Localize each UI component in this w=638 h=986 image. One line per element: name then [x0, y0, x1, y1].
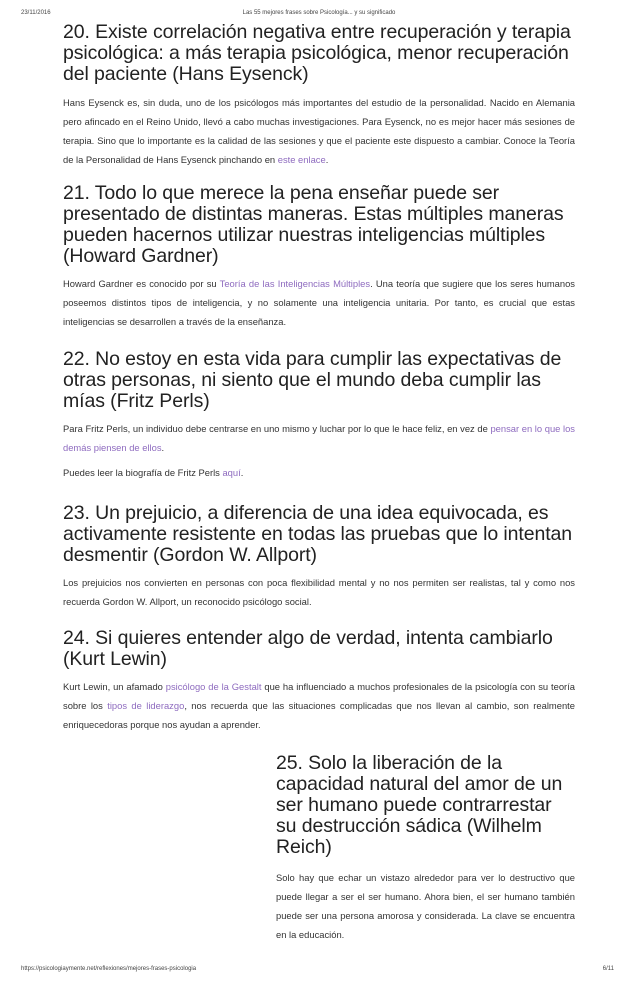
- paragraph-text: Puedes leer la biografía de Fritz Perls: [63, 467, 223, 478]
- paragraph-text: Howard Gardner es conocido por su: [63, 278, 220, 289]
- quote-section-23: [63, 503, 575, 611]
- paragraph-text: Hans Eysenck es, sin duda, uno de los psicólogos más importantes del estudio de la personalidad. Nacido en Alemania pero afincado en el Reino Unido, llevó a cabo muchas investigaciones. Para Eysenck, no es mejor hacer más sesiones de terapia. Sino que lo importante es la calidad de las sesiones y que el paciente este dispuesto a cambiar. Conoce la Teoría de la Personalidad de Hans Eysenck pinchando en: [63, 97, 575, 165]
- gestalt-psychologist-link[interactable]: psicólogo de la Gestalt: [165, 681, 262, 692]
- print-date: 23/11/2016: [21, 10, 51, 16]
- quote-heading: 22. No estoy en esta vida para cumplir las expectativas de otras personas, ni siento que el mundo deba cumplir las mías (Fritz Perls): [63, 348, 562, 412]
- others-opinion-link[interactable]: pensar en lo que los demás piensen de ellos: [63, 423, 575, 453]
- quote-heading: 24. Si quieres entender algo de verdad, intenta cambiarlo (Kurt Lewin): [63, 627, 553, 670]
- multiple-intelligences-link[interactable]: Teoría de las Inteligencias Múltiples: [219, 278, 371, 289]
- quote-explanation: [63, 419, 575, 457]
- paragraph-text: .: [161, 442, 165, 453]
- quote-heading: 20. Existe correlación negativa entre recuperación y terapia psicológica: a más terapia psicológica, menor recuperación del paciente (Hans Eysenck): [63, 21, 571, 85]
- paragraph-text: .: [325, 154, 329, 165]
- quote-explanation: Los prejuicios nos convierten en personas con poca flexibilidad mental y no nos permiten ser realistas, tal y como nos recuerda Gordon W. Allport, un reconocido psicólogo social.: [63, 577, 575, 607]
- quote-explanation: [63, 93, 575, 169]
- quote-section-20: [63, 22, 575, 169]
- paragraph-text: Para Fritz Perls, un individuo debe centrarse en uno mismo y luchar por lo que le hace feliz, en vez de: [63, 423, 491, 434]
- print-page-title: Las 55 mejores frases sobre Psicología... y su significado: [242, 10, 396, 16]
- fritz-perls-biography-link[interactable]: aquí: [222, 467, 241, 478]
- quote-section-25: [276, 753, 575, 944]
- paragraph-text: Kurt Lewin, un afamado: [63, 681, 166, 692]
- biography-note: [63, 463, 575, 482]
- paragraph-text: .: [240, 467, 244, 478]
- quote-explanation: [63, 677, 575, 734]
- quote-section-22: [63, 349, 575, 482]
- quote-heading: 23. Un prejuicio, a diferencia de una idea equivocada, es activamente resistente en todas las pruebas que lo intentan desmentir (Gordon W. Allport): [63, 502, 573, 566]
- quote-explanation: Solo hay que echar un vistazo alrededor para ver lo destructivo que puede llegar a ser el ser humano. Ahora bien, el ser humano también puede ser una persona amorosa y considerada. La clave se encuentra en la educación.: [276, 872, 575, 940]
- quote-section-21: [63, 183, 575, 331]
- quote-explanation: [63, 274, 575, 331]
- paragraph-text: . Una teoría que sugiere que los seres humanos poseemos distintos tipos de inteligencia, y no solamente una inteligencia unitaria. Por tanto, es crucial que estas inteligencias se desarrollen a través de la enseñanza.: [63, 278, 575, 327]
- personality-theory-link[interactable]: este enlace: [277, 154, 326, 165]
- quote-heading: 25. Solo la liberación de la capacidad natural del amor de un ser humano puede contrarrestar su destrucción sádica (Wilhelm Reich): [276, 752, 563, 858]
- paragraph-text: que ha influenciado a muchos profesionales de la psicología con su teoría sobre los: [63, 681, 575, 711]
- leadership-types-link[interactable]: tipos de liderazgo: [107, 700, 185, 711]
- print-footer: [0, 966, 638, 978]
- page-number: 6/11: [602, 966, 614, 972]
- quote-heading: 21. Todo lo que merece la pena enseñar puede ser presentado de distintas maneras. Estas múltiples maneras pueden hacernos utilizar nuestras inteligencias múltiples (Howard Gardner): [63, 182, 564, 267]
- paragraph-text: , nos recuerda que las situaciones complicadas que nos llevan al cambio, son realmente enriquecedoras porque nos ayudan a aprender.: [63, 700, 575, 730]
- quote-section-24: [63, 628, 575, 734]
- print-url: https://psicologiaymente.net/reflexiones/mejores-frases-psicologia: [21, 966, 197, 972]
